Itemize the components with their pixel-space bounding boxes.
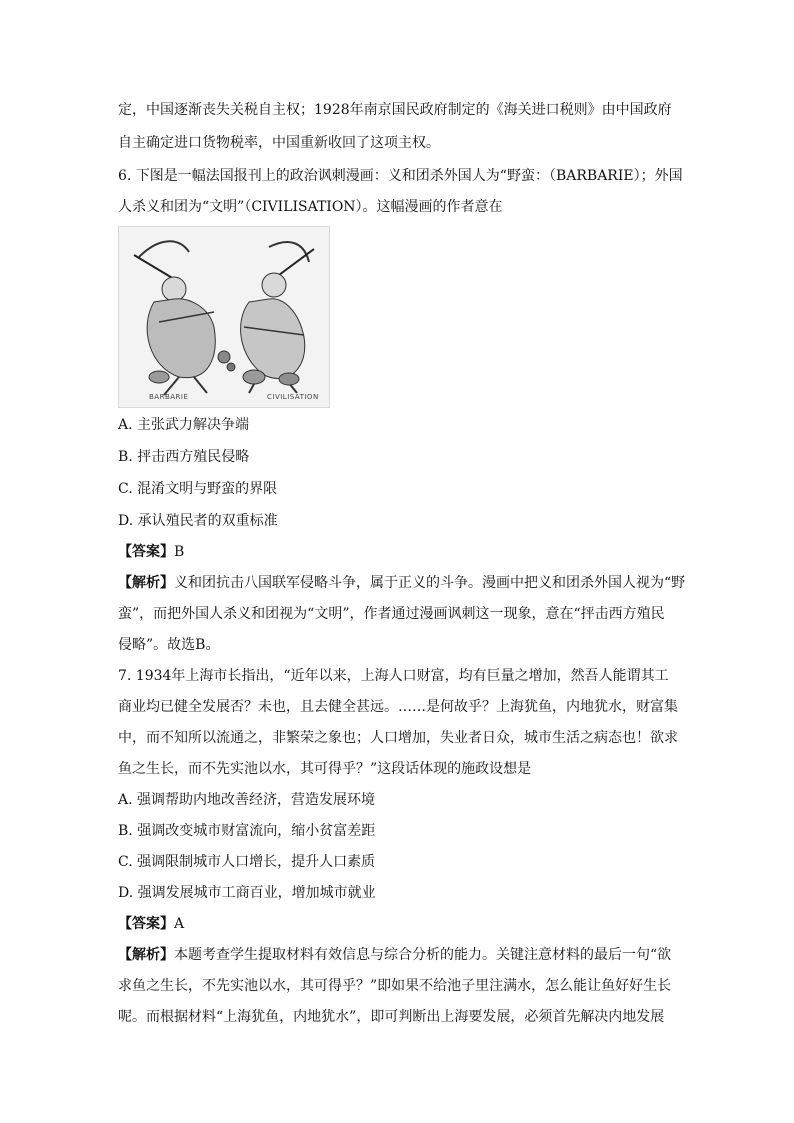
- cartoon-caption-right: CIVILISATION: [267, 393, 319, 401]
- q6-answer-label: 【答案】: [118, 544, 174, 560]
- intro-line-2: 自主确定进口货物税率，中国重新收回了这项主权。: [118, 135, 440, 151]
- q7-analysis-line-3: 呢。而根据材料“上海犹鱼，内地犹水”，即可判断出上海要发展，必须首先解决内地发展: [118, 1009, 665, 1025]
- q6-analysis-line-3: 侵略”。故选B。: [118, 637, 220, 653]
- q6-analysis-line-2: 蛮”，而把外国人杀义和团视为“文明”，作者通过漫画讽刺这一现象，意在“抨击西方殖民: [118, 606, 665, 622]
- q6-analysis-text-1: 义和团抗击八国联军侵略斗争，属于正义的斗争。漫画中把义和团杀外国人视为“野: [174, 575, 686, 591]
- q6-answer-line: [118, 542, 698, 562]
- intro-line-1: 定，中国逐渐丧失关税自主权；1928年南京国民政府制定的《海关进口税则》由中国政府: [118, 102, 672, 118]
- q6-option-c: C. 混淆文明与野蛮的界限: [118, 481, 278, 497]
- q7-analysis-line-2: 求鱼之生长，不先实池以水，其可得乎？”即如果不给池子里注满水，怎么能让鱼好好生长: [118, 978, 672, 994]
- q6-answer-value: B: [174, 544, 185, 560]
- q7-option-a: A. 强调帮助内地改善经济，营造发展环境: [118, 792, 376, 808]
- q6-option-d: D. 承认殖民者的双重标准: [118, 513, 278, 529]
- q6-analysis-line-1: [118, 573, 698, 593]
- cartoon-caption-left: BARBARIE: [149, 393, 189, 401]
- q7-stem-line-3: 中，而不知所以流通之，非繁荣之象也；人口增加，失业者日众，城市生活之病态也！欲求: [118, 730, 678, 746]
- q7-option-d: D. 强调发展城市工商百业，增加城市就业: [118, 885, 376, 901]
- q7-answer-value: A: [174, 916, 185, 932]
- q7-analysis-text-1: 本题考查学生提取材料有效信息与综合分析的能力。关键注意材料的最后一句“欲: [174, 947, 672, 963]
- q7-option-b: B. 强调改变城市财富流向，缩小贫富差距: [118, 823, 376, 839]
- q6-analysis-label: 【解析】: [118, 575, 174, 591]
- q7-analysis-line-1: [118, 945, 698, 965]
- q7-stem-line-4: 鱼之生长，而不先实池以水，其可得乎？”这段话体现的施政设想是: [118, 761, 532, 777]
- q6-option-b: B. 抨击西方殖民侵略: [118, 449, 250, 465]
- q7-option-c: C. 强调限制城市人口增长，提升人口素质: [118, 854, 376, 870]
- q7-stem-line-1: 7. 1934年上海市长指出，“近年以来，上海人口财富，均有巨量之增加，然吾人能谓其工: [118, 668, 669, 684]
- cartoon-illustration: [119, 227, 329, 407]
- q7-analysis-label: 【解析】: [118, 947, 174, 963]
- q6-option-a: A. 主张武力解决争端: [118, 417, 250, 433]
- q6-stem-line-1: 6. 下图是一幅法国报刊上的政治讽刺漫画：义和团杀外国人为“野蛮：（BARBARIE）；外国: [118, 168, 683, 184]
- q7-answer-label: 【答案】: [118, 916, 174, 932]
- q6-stem-line-2: 人杀义和团为“文明”（CIVILISATION）。这幅漫画的作者意在: [118, 199, 503, 215]
- q7-stem-line-2: 商业均已健全发展否？未也，且去健全甚远。……是何故乎？上海犹鱼，内地犹水，财富集: [118, 699, 678, 715]
- q6-satirical-cartoon: [118, 226, 330, 408]
- q7-answer-line: [118, 914, 698, 934]
